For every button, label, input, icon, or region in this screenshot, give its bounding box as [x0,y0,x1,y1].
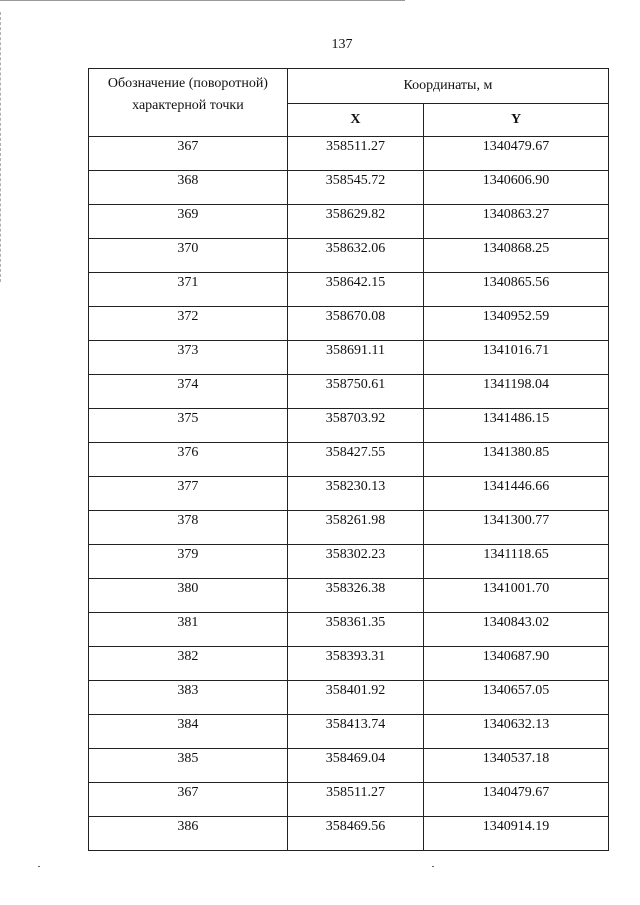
point-cell: 367 [89,137,288,171]
point-cell: 379 [89,545,288,579]
y-coordinate-cell: 1340632.13 [424,715,609,749]
table-row [89,273,609,307]
x-coordinate-cell: 358642.15 [287,273,423,307]
y-coordinate-cell: 1340914.19 [424,817,609,851]
y-coordinate-cell: 1341380.85 [424,443,609,477]
point-cell: 367 [89,783,288,817]
y-column-header: Y [424,104,609,137]
scan-speck [38,866,40,867]
x-coordinate-cell: 358750.61 [287,375,423,409]
table-row [89,681,609,715]
point-cell: 382 [89,647,288,681]
table-row [89,749,609,783]
y-coordinate-cell: 1340657.05 [424,681,609,715]
table-row [89,783,609,817]
y-coordinate-cell: 1341300.77 [424,511,609,545]
table-row [89,307,609,341]
y-coordinate-cell: 1341446.66 [424,477,609,511]
y-coordinate-cell: 1340537.18 [424,749,609,783]
point-cell: 374 [89,375,288,409]
point-cell: 381 [89,613,288,647]
x-coordinate-cell: 358413.74 [287,715,423,749]
x-coordinate-cell: 358670.08 [287,307,423,341]
point-cell: 376 [89,443,288,477]
x-coordinate-cell: 358427.55 [287,443,423,477]
x-coordinate-cell: 358261.98 [287,511,423,545]
y-coordinate-cell: 1341486.15 [424,409,609,443]
point-cell: 380 [89,579,288,613]
scan-top-edge [0,0,405,1]
x-coordinate-cell: 358545.72 [287,171,423,205]
table-row [89,341,609,375]
y-coordinate-cell: 1340606.90 [424,171,609,205]
point-designation-header: Обозначение (поворотной) характерной точки [89,69,288,137]
y-coordinate-cell: 1340865.56 [424,273,609,307]
x-coordinate-cell: 358302.23 [287,545,423,579]
x-coordinate-cell: 358469.56 [287,817,423,851]
y-coordinate-cell: 1340687.90 [424,647,609,681]
y-coordinate-cell: 1340952.59 [424,307,609,341]
point-cell: 385 [89,749,288,783]
table-body [89,137,609,851]
table-row [89,239,609,273]
page-number: 137 [331,37,353,52]
point-cell: 378 [89,511,288,545]
x-coordinate-cell: 358629.82 [287,205,423,239]
table-row [89,715,609,749]
x-coordinate-cell: 358632.06 [287,239,423,273]
table-row [89,137,609,171]
table-row [89,579,609,613]
point-cell: 371 [89,273,288,307]
x-coordinate-cell: 358326.38 [287,579,423,613]
table-row [89,511,609,545]
point-cell: 377 [89,477,288,511]
table-row [89,205,609,239]
table-row [89,409,609,443]
point-cell: 368 [89,171,288,205]
x-coordinate-cell: 358511.27 [287,783,423,817]
point-cell: 370 [89,239,288,273]
table-row [89,171,609,205]
x-coordinate-cell: 358401.92 [287,681,423,715]
table-row [89,817,609,851]
y-coordinate-cell: 1341118.65 [424,545,609,579]
x-coordinate-cell: 358230.13 [287,477,423,511]
y-coordinate-cell: 1340479.67 [424,137,609,171]
x-coordinate-cell: 358511.27 [287,137,423,171]
point-cell: 383 [89,681,288,715]
y-coordinate-cell: 1341198.04 [424,375,609,409]
coordinates-header: Координаты, м [287,69,608,104]
point-cell: 372 [89,307,288,341]
x-column-header: X [287,104,423,137]
y-coordinate-cell: 1340479.67 [424,783,609,817]
point-cell: 375 [89,409,288,443]
point-cell: 373 [89,341,288,375]
table-row [89,545,609,579]
coordinates-table [88,68,609,851]
x-coordinate-cell: 358393.31 [287,647,423,681]
y-coordinate-cell: 1340843.02 [424,613,609,647]
y-coordinate-cell: 1341001.70 [424,579,609,613]
table-row [89,375,609,409]
point-cell: 384 [89,715,288,749]
table-row [89,647,609,681]
y-coordinate-cell: 1340868.25 [424,239,609,273]
x-coordinate-cell: 358691.11 [287,341,423,375]
x-coordinate-cell: 358469.04 [287,749,423,783]
y-coordinate-cell: 1341016.71 [424,341,609,375]
scan-speck [432,866,434,867]
table-row [89,477,609,511]
x-coordinate-cell: 358361.35 [287,613,423,647]
point-cell: 386 [89,817,288,851]
point-cell: 369 [89,205,288,239]
table-row [89,613,609,647]
table-row [89,443,609,477]
y-coordinate-cell: 1340863.27 [424,205,609,239]
x-coordinate-cell: 358703.92 [287,409,423,443]
